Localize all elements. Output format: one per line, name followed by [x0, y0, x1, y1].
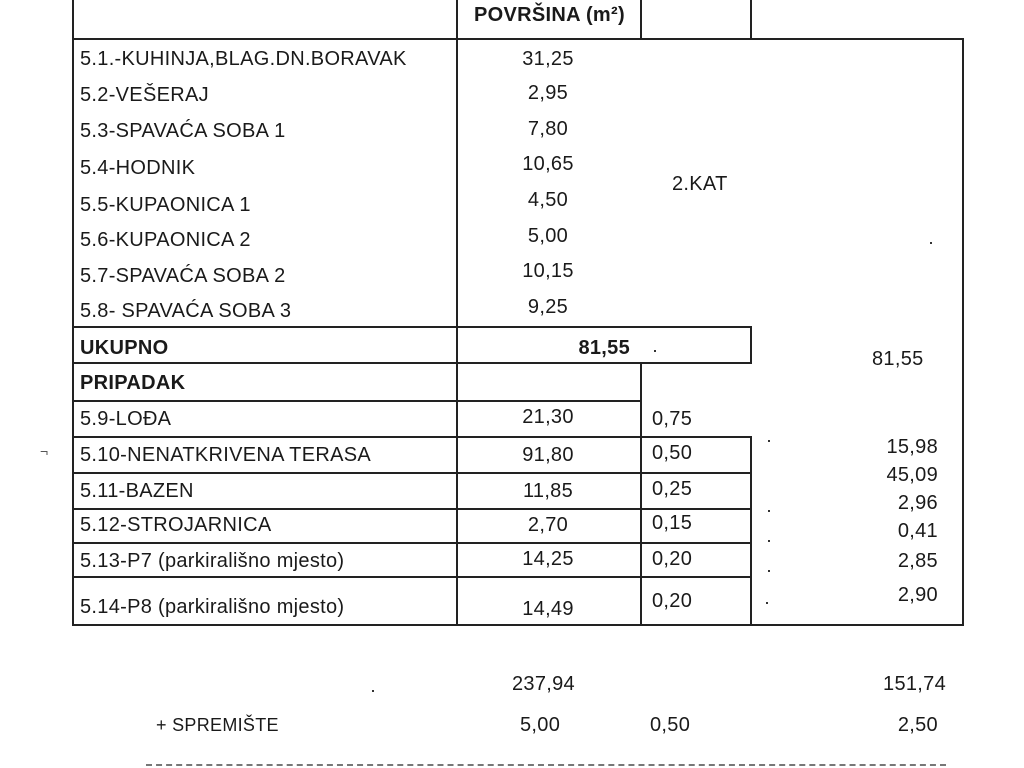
- room-area: 2,95: [527, 82, 569, 104]
- pripadak-name: 5.9-LOĐA: [80, 408, 172, 430]
- row-rule-10: [72, 472, 750, 474]
- room-area: 4,50: [527, 189, 569, 211]
- pripadak-weighted: 0,41: [897, 520, 938, 542]
- pripadak-coef: 0,50: [652, 442, 693, 464]
- dashed-separator: [146, 764, 946, 766]
- total-area: 81,55: [578, 337, 630, 359]
- pripadak-weighted: 15,98: [886, 436, 938, 458]
- scan-speck: [654, 350, 656, 352]
- pripadak-area: 91,80: [522, 444, 574, 466]
- pripadak-name: 5.13-P7 (parkirališno mjesto): [80, 550, 345, 572]
- pripadak-area: 14,25: [522, 548, 574, 570]
- row-rule-9: [72, 436, 750, 438]
- room-name: 5.7-SPAVAĆA SOBA 2: [80, 265, 286, 287]
- pripadak-name: 5.10-NENATKRIVENA TERASA: [80, 444, 371, 466]
- area-column-header: POVRŠINA (m²): [474, 4, 625, 26]
- total-rule: [72, 362, 750, 364]
- room-name: 5.5-KUPAONICA 1: [80, 194, 251, 216]
- table-bottom-rule: [72, 624, 964, 626]
- room-name: 5.6-KUPAONICA 2: [80, 229, 251, 251]
- pripadak-name: 5.14-P8 (parkirališno mjesto): [80, 596, 345, 618]
- table-border-left: [72, 0, 74, 626]
- room-area: 9,25: [527, 296, 569, 318]
- column-divider-weighted-bottom: [750, 436, 752, 626]
- total-weighted-area: 81,55: [872, 348, 924, 370]
- room-area: 31,25: [522, 48, 574, 70]
- pripadak-label: PRIPADAK: [80, 372, 186, 394]
- pripadak-coef: 0,15: [652, 512, 693, 534]
- room-area: 10,65: [522, 153, 574, 175]
- column-divider-weighted-mid: [750, 326, 752, 364]
- area-sum: 237,94: [512, 673, 575, 695]
- pripadak-coef: 0,20: [652, 590, 693, 612]
- pripadak-area: 2,70: [527, 514, 569, 536]
- scan-speck: [768, 540, 770, 542]
- scan-speck: [768, 440, 770, 442]
- scan-speck: [766, 602, 768, 604]
- room-name: 5.1.-KUHINJA,BLAG.DN.BORAVAK: [80, 48, 407, 70]
- storage-label: + SPREMIŠTE: [156, 715, 279, 735]
- scan-speck: [768, 570, 770, 572]
- pripadak-area: 11,85: [522, 480, 574, 502]
- room-area: 7,80: [527, 118, 569, 140]
- column-divider-floor-top: [640, 0, 642, 40]
- pripadak-weighted: 2,90: [897, 584, 938, 606]
- rooms-end-rule: [72, 326, 640, 328]
- pripadak-weighted: 2,85: [897, 550, 938, 572]
- pripadak-coef: 0,75: [652, 408, 693, 430]
- stray-mark: ¬: [40, 443, 49, 459]
- pripadak-rule: [72, 400, 640, 402]
- column-divider-weighted-top: [750, 0, 752, 40]
- scan-speck: [372, 690, 374, 692]
- storage-weighted: 2,50: [897, 714, 938, 736]
- storage-coef: 0,50: [650, 714, 691, 736]
- column-divider-floor-bottom: [640, 364, 642, 626]
- pripadak-coef: 0,25: [652, 478, 693, 500]
- pripadak-weighted: 45,09: [886, 464, 938, 486]
- row-rule-11: [72, 508, 750, 510]
- pripadak-weighted: 2,96: [897, 492, 938, 514]
- room-name: 5.3-SPAVAĆA SOBA 1: [80, 120, 286, 142]
- column-divider-area: [456, 0, 458, 626]
- row-rule-13: [72, 576, 750, 578]
- pripadak-coef: 0,20: [652, 548, 693, 570]
- row-rule-12: [72, 542, 750, 544]
- scan-speck: [930, 242, 932, 244]
- pripadak-area: 14,49: [522, 598, 574, 620]
- weighted-sum: 151,74: [883, 673, 946, 695]
- room-area: 5,00: [527, 225, 569, 247]
- pripadak-name: 5.12-STROJARNICA: [80, 514, 272, 536]
- room-name: 5.2-VEŠERAJ: [80, 84, 209, 106]
- room-name: 5.4-HODNIK: [80, 157, 196, 179]
- pripadak-area: 21,30: [522, 406, 574, 428]
- total-label: UKUPNO: [80, 337, 169, 359]
- storage-area: 5,00: [520, 714, 561, 736]
- header-rule: [72, 38, 964, 40]
- scan-speck: [768, 510, 770, 512]
- pripadak-name: 5.11-BAZEN: [80, 480, 194, 502]
- floor-cell-rule: [640, 326, 750, 328]
- room-area: 10,15: [522, 260, 574, 282]
- room-name: 5.8- SPAVAĆA SOBA 3: [80, 300, 292, 322]
- table-border-right: [962, 38, 964, 626]
- floor-label: 2.KAT: [672, 173, 728, 195]
